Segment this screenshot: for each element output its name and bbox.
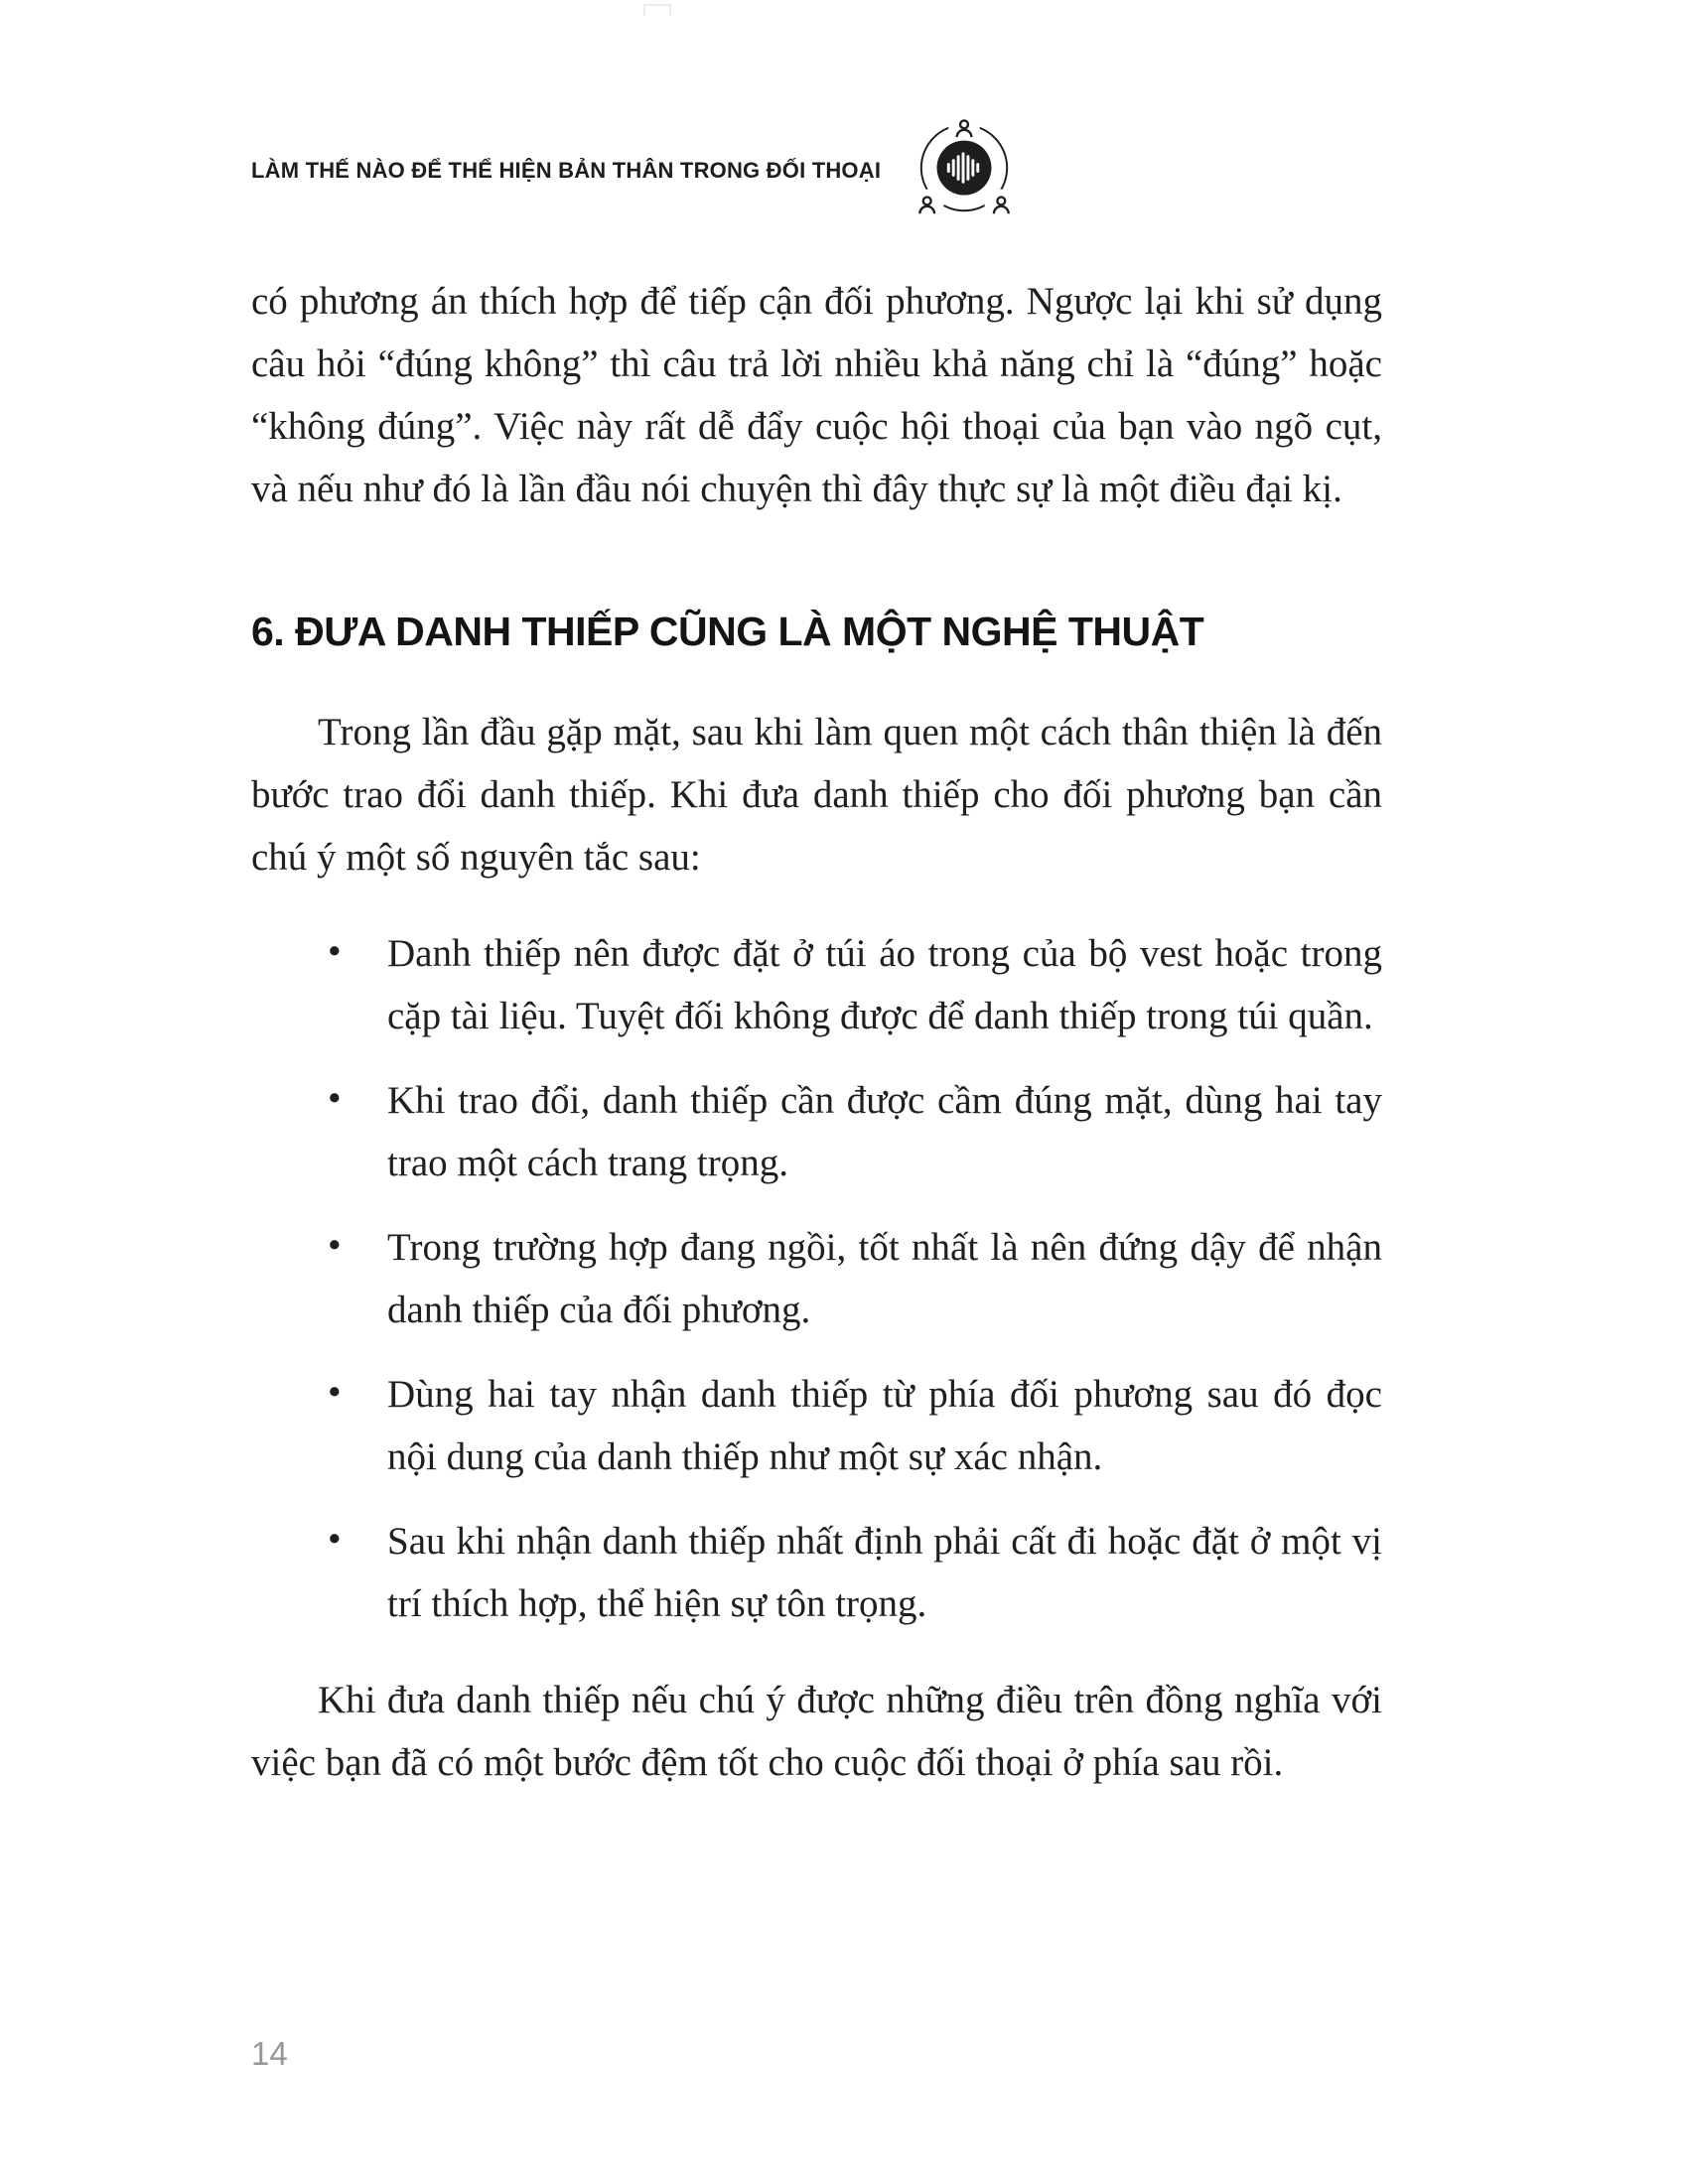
bullet-marker-icon: • — [328, 1371, 342, 1414]
list-item-text: Khi trao đổi, danh thiếp cần được cầm đúng mặt, dùng hai tay trao một cách trang trọng. — [387, 1079, 1382, 1184]
list-item — [251, 922, 1382, 1047]
list-item-text: Dùng hai tay nhận danh thiếp từ phía đối phương sau đó đọc nội dung của danh thiếp như một sự xác nhận. — [387, 1373, 1382, 1478]
scan-artifact — [643, 4, 671, 16]
conversation-audio-icon — [911, 117, 1018, 224]
list-item — [251, 1069, 1382, 1194]
section-lead-paragraph: Trong lần đầu gặp mặt, sau khi làm quen một cách thân thiện là đến bước trao đổi danh thiếp. Khi đưa danh thiếp cho đối phương bạn cần chú ý một số nguyên tắc sau: — [251, 711, 1382, 879]
bullet-marker-icon: • — [328, 930, 342, 973]
list-item-text: Danh thiếp nên được đặt ở túi áo trong của bộ vest hoặc trong cặp tài liệu. Tuyệt đối không được để danh thiếp trong túi quần. — [387, 932, 1382, 1037]
running-header — [251, 117, 1382, 224]
running-header-title: LÀM THẾ NÀO ĐỂ THỂ HIỆN BẢN THÂN TRONG ĐỐI THOẠI — [251, 158, 882, 183]
page-number: 14 — [251, 2035, 288, 2072]
intro-paragraph: có phương án thích hợp để tiếp cận đối phương. Ngược lại khi sử dụng câu hỏi “đúng không” thì câu trả lời nhiều khả năng chỉ là “đúng” hoặc “không đúng”. Việc này rất dễ đẩy cuộc hội thoại của bạn vào ngõ cụt, và nếu như đó là lần đầu nói chuyện thì đây thực sự là một điều đại kị. — [251, 280, 1382, 510]
list-item-text: Trong trường hợp đang ngồi, tốt nhất là nên đứng dậy để nhận danh thiếp của đối phương. — [387, 1226, 1382, 1331]
closing-paragraph: Khi đưa danh thiếp nếu chú ý được những điều trên đồng nghĩa với việc bạn đã có một bước đệm tốt cho cuộc đối thoại ở phía sau rồi. — [251, 1679, 1382, 1784]
page-body — [251, 270, 1382, 1794]
bullet-marker-icon: • — [328, 1224, 342, 1267]
bullet-marker-icon: • — [328, 1518, 342, 1561]
list-item-text: Sau khi nhận danh thiếp nhất định phải cất đi hoặc đặt ở một vị trí thích hợp, thể hiện sự tôn trọng. — [387, 1520, 1382, 1625]
bullet-marker-icon: • — [328, 1077, 342, 1120]
list-item — [251, 1363, 1382, 1488]
list-item — [251, 1510, 1382, 1635]
bullet-list — [251, 922, 1382, 1635]
section-heading: 6. ĐƯA DANH THIẾP CŨNG LÀ MỘT NGHỆ THUẬT — [251, 609, 1204, 654]
list-item — [251, 1216, 1382, 1341]
